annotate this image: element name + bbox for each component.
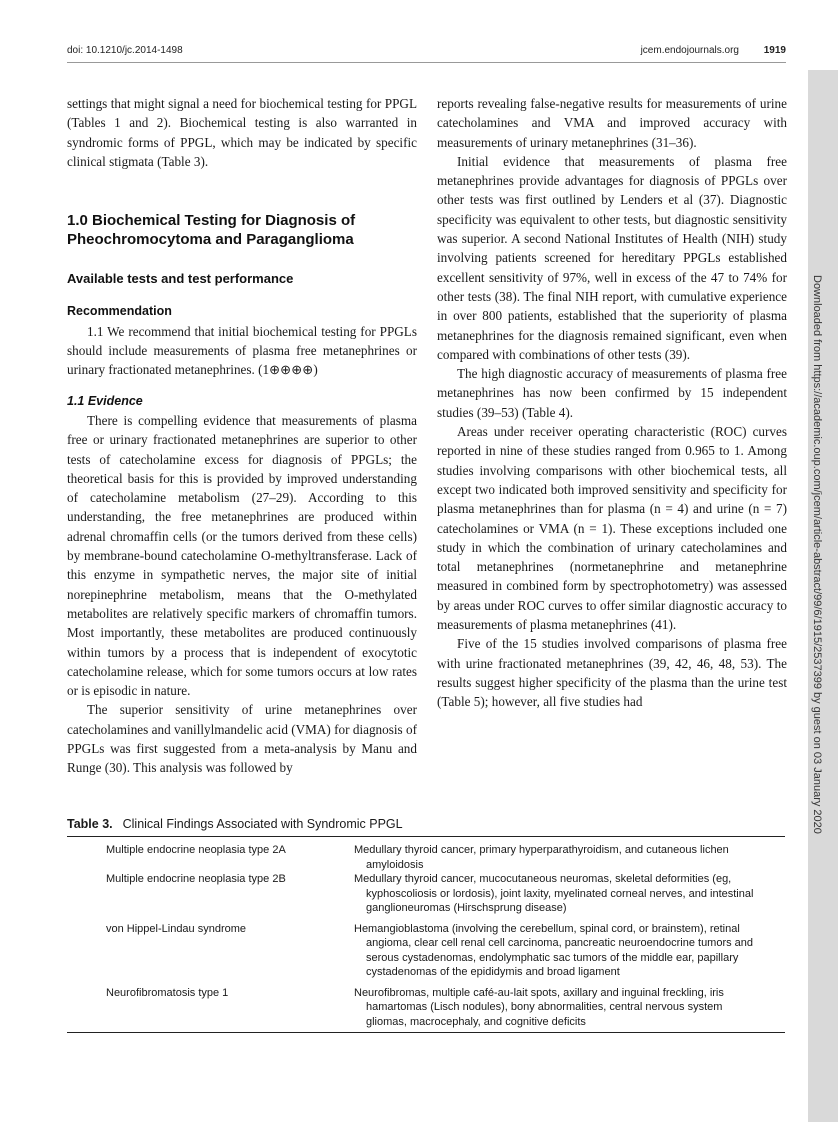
left-column bbox=[67, 94, 417, 778]
body-paragraph: Areas under receiver operating characteristic (ROC) curves reported in nine of these studies ranged from 0.965 to 1. Among studies involving comparisons with other biochemical tests, all except two indicated both improved sensitivity and specificity for plasma metanephrines than for plasma (n = 4) and urine (n = 7) catecholamines or VMA (n = 1). These exceptions included one study in which the combination of urinary catecholamines and total metanephrines (normetanephrine and metanephrine measured in combined form by spectrophotometry) was assessed by areas under ROC curves to offer similar diagnostic accuracy to measurements of plasma metanephrines (41). bbox=[437, 424, 787, 633]
subsection-heading: Available tests and test performance bbox=[67, 271, 294, 287]
body-paragraph: Initial evidence that measurements of plasma free metanephrines provide advantages for diagnosis of PPGLs over other tests was first outlined by Lenders et al (37). Diagnostic specificity was equivalent to other tests, but diagnostic sensitivity was superior. A second National Institutes of Health (NIH) study involving patients screened for hereditary PPGLs established excellent sensitivity of 97%, well in excess of the 47 to 74% for other tests (38). The final NIH report, with cumulative experience in over 800 patients, established that the superiority of plasma metanephrines for the diagnosis remained significant, even when compared with combinations of other tests (39). bbox=[437, 153, 787, 362]
evidence-paragraph: There is compelling evidence that measurements of plasma free or urinary fractionated metanephrines are superior to other tests of catecholamine excess for diagnosis of PPGLs; the theoretical basis for this is provided by improved understanding of catecholamine metabolism (27–29). According to this understanding, the free metanephrines are produced within adrenal chromaffin cells (or the tumors derived from these cells) by membrane-bound catecholamine O-methyltransferase. Lack of this enzyme in sympathetic nerves, the major site of initial norepinephrine metabolism, means that the O-methylated metabolites are relatively specific markers of chromaffin tumors. Most importantly, these metabolites are produced continuously within tumors by a process that is independent of exocytotic catecholamine release, which for some tumors occurs at low rates or is episodic in nature. bbox=[67, 412, 417, 699]
syndrome-cell: Neurofibromatosis type 1 bbox=[106, 986, 229, 999]
download-notice: Downloaded from https://academic.oup.com/jcem/article-abstract/99/6/1915/2537399 by guest on 03 January 2020 bbox=[811, 275, 823, 834]
syndrome-cell: Multiple endocrine neoplasia type 2A bbox=[106, 844, 286, 856]
doi-label: doi: 10.1210/jc.2014-1498 bbox=[67, 45, 183, 56]
evidence-paragraph: The superior sensitivity of urine metanephrines over catecholamines and vanillylmandelic acid (VMA) for diagnosis of PPGLs was first suggested from a meta-analysis by Manu and Runge (30). This analysis was followed by bbox=[67, 702, 417, 776]
right-column bbox=[437, 94, 787, 712]
table-row bbox=[67, 872, 785, 916]
table-label: Table 3. bbox=[67, 817, 113, 831]
running-header bbox=[641, 45, 786, 56]
body-paragraph: The high diagnostic accuracy of measurements of plasma free metanephrines has now been confirmed by 15 independent studies (39–53) (Table 4). bbox=[437, 366, 787, 420]
section-heading: 1.0 Biochemical Testing for Diagnosis of Pheochromocytoma and Paraganglioma bbox=[67, 212, 356, 249]
findings-cell: Medullary thyroid cancer, mucocutaneous neuromas, skeletal deformities (eg, kyphoscoliosis or lordosis), joint laxity, myelinated corneal nerves, and intestinal ganglioneuromas (Hirschsprung disease) bbox=[354, 873, 754, 914]
syndrome-cell: Multiple endocrine neoplasia type 2B bbox=[106, 873, 286, 885]
recommendation-text: 1.1 We recommend that initial biochemical testing for PPGLs should include measurements of plasma free metanephrines or urinary fractionated metanephrines. (1⊕⊕⊕⊕) bbox=[67, 323, 417, 378]
page-number: 1919 bbox=[763, 45, 786, 56]
recommendation-heading: Recommendation bbox=[67, 304, 172, 319]
table-row bbox=[67, 843, 785, 872]
syndrome-cell: von Hippel-Lindau syndrome bbox=[106, 922, 247, 935]
evidence-heading: 1.1 Evidence bbox=[67, 393, 143, 408]
findings-cell: Hemangioblastoma (involving the cerebellum, spinal cord, or brainstem), retinal angioma, clear cell renal cell carcinoma, pancreatic neuroendocrine tumors and serous cystadenomas, endolymphatic sac tumors of the middle ear, papillary cystadenomas of the epididymis and broad ligament bbox=[354, 922, 754, 978]
table-row bbox=[67, 980, 785, 1030]
findings-cell: Medullary thyroid cancer, primary hyperparathyroidism, and cutaneous lichen amyloidosis bbox=[354, 844, 729, 871]
table-row bbox=[67, 916, 785, 980]
findings-table bbox=[67, 843, 785, 1029]
table-title: Clinical Findings Associated with Syndromic PPGL bbox=[122, 817, 403, 831]
header-divider bbox=[67, 62, 786, 63]
journal-url[interactable]: jcem.endojournals.org bbox=[640, 45, 739, 56]
body-paragraph: Five of the 15 studies involved comparisons of plasma free with urine fractionated metanephrines (39, 42, 46, 48, 53). The results suggest higher specificity of the plasma than the urine test (Table 5); however, all five studies had bbox=[437, 636, 787, 710]
body-paragraph: reports revealing false-negative results for measurements of urine catecholamines and VMA and improved accuracy with measurements of urinary metanephrines (31–36). bbox=[437, 96, 787, 150]
intro-paragraph: settings that might signal a need for biochemical testing for PPGL (Tables 1 and 2). Biochemical testing is also warranted in syndromic forms of PPGL, which may be indicated by specific clinical stigmata (Table 3). bbox=[67, 96, 417, 169]
table-3 bbox=[67, 817, 785, 1033]
table-bottom-rule bbox=[67, 1032, 785, 1033]
table-caption bbox=[67, 817, 785, 837]
findings-cell: Neurofibromas, multiple café-au-lait spots, axillary and inguinal freckling, iris hamartomas (Lisch nodules), bony abnormalities, central nervous system gliomas, macrocephaly, and cognitive deficits bbox=[354, 986, 724, 1028]
